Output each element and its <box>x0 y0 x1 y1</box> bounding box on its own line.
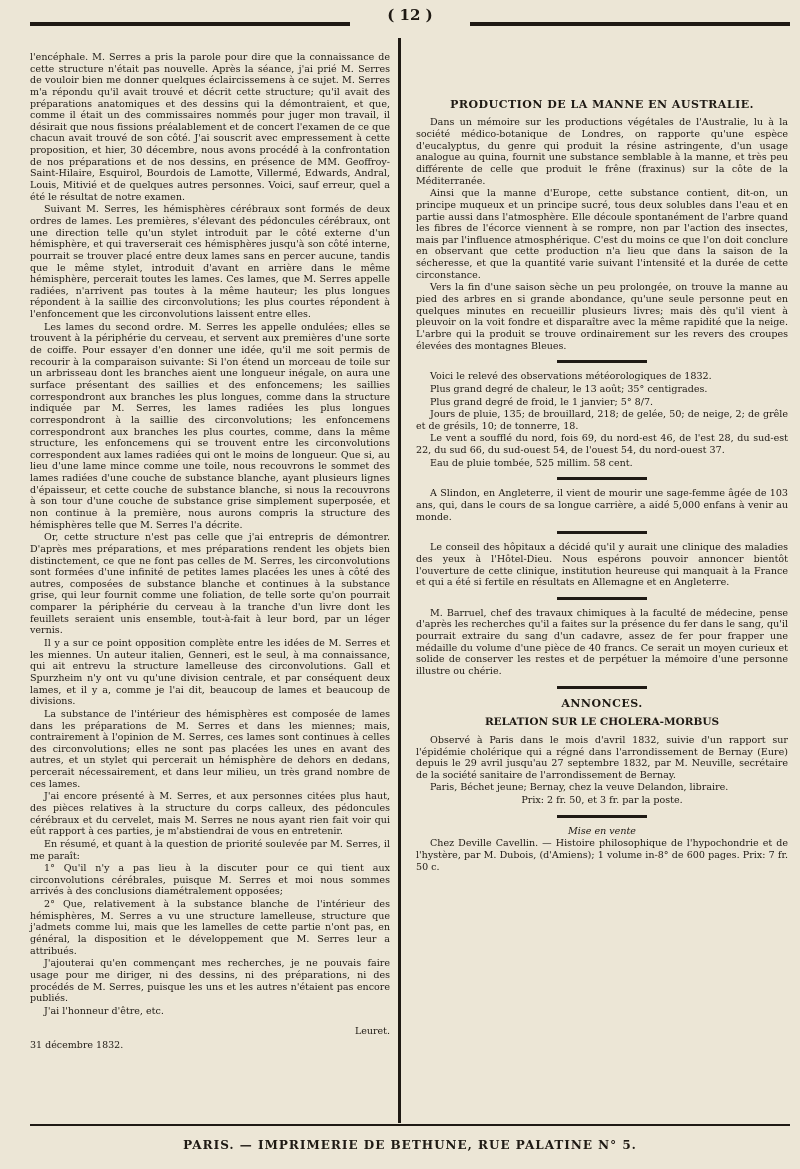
barruel-notice: M. Barruel, chef des travaux chimiques à la faculté de médecine, pense d'après les recherches qu'il a faites sur la présence du fer dans le sang, qu'il pourrait extraire du sang d'un cadavre, assez de fer pour frapper une médaille du volume d'une pièce de 40 francs. Ce serait un moyen curieux et solide de conserver les restes et de perpétuer la mémoire d'une personne illustre ou chérie. <box>416 607 788 678</box>
paragraph: l'encéphale. M. Serres a pris la parole pour dire que la connaissance de cette structure n'était pas nouvelle. Après la séance, j'ai prié M. Serres de vouloir bien me donner quelques éclaircissemens à ce sujet. M. Serres m'a répondu qu'il avait trouvé et décrit cette structure; qu'il avait des préparations anatomiques et des dessins qui la démontraient, et que, comme il était un des commissaires nommés pour juger mon travail, il désirait que nous fissions préalablement et de concert l'examen de ce que chacun avait trouvé de son côté. J'ai souscrit avec empressement à cette proposition, et hier, 30 décembre, nous avons procédé à la confrontation de nos préparations et de nos dessins, en présence de MM. Geoffroy-Saint-Hilaire, Esquirol, Bourdois de Lamotte, Villermé, Edwards, Andral, Louis, Mitivié et de quelques autres personnes. Voici, sauf erreur, quel a été le résultat de notre examen. <box>30 52 390 203</box>
paragraph: En résumé, et quant à la question de priorité soulevée par M. Serres, il me paraît: <box>30 838 390 862</box>
paragraph: Les lames du second ordre. M. Serres les appelle ondulées; elles se trouvent à la périphérie du cerveau, et servent aux premières d'une sorte de coiffe. Pour essayer d'en donner une idée, qu'il me soit permis de recourir à la comparaison suivante: Si l'on étend un morceau de toile sur un arbrisseau dont les branches aient une longueur inégale, on aura une surface présentant des saillies et des enfoncemens; les saillies correspondront aux branches les plus longues, comme dans la structure indiquée par M. Serres, les lames radiées les plus longues correspondront à la saillie des circonvolutions; les enfoncemens correspondront aux branches les plus courtes, comme, dans la même structure, les enfoncemens qui se trouvent entre les circonvolutions correspondent aux lames radiées qui ont le moins de longueur. Que si, au lieu d'une lame mince comme une toile, nous recouvrons le sommet des lames radiées d'une couche de substance blanche, ayant plusieurs lignes d'épaisseur, et cette couche de substance blanche, si nous la recouvrons à son tour d'une couche de substance grise simplement superposée, et non continue à la première, nous aurons compris la structure des hémisphères telle que M. Serres l'a décrite. <box>30 321 390 531</box>
paragraph: 2° Que, relativement à la substance blanche de l'intérieur des hémisphères, M. Serres a vu une structure lamelleuse, structure que j'admets comme lui, mais que les lamelles de cette partie n'ont pas, en général, la disposition et le développement que M. Serres leur a attribués. <box>30 899 390 957</box>
column-divider <box>398 38 401 1123</box>
page-number: ( 12 ) <box>387 6 433 24</box>
separator <box>557 360 647 363</box>
paragraph: Ainsi que la manne d'Europe, cette substance contient, dit-on, un principe muqueux et un principe sucré, tous deux solubles dans l'eau et en partie aussi dans l'atmosphère. Elle découle spontanément de l'arbre quand les fibres de l'écorce viennent à se rompre, non par l'action des insectes, mais par l'influence atmosphérique. C'est du moins ce que l'on doit conclure en observant que cette production n'a lieu que dans la saison de la sécheresse, et que la quantité varie suivant l'intensité et la durée de cette circonstance. <box>416 188 788 281</box>
paragraph: J'ai l'honneur d'être, etc. <box>44 1005 164 1017</box>
weather-line: Plus grand degré de chaleur, le 13 août; 35° centigrades. <box>430 383 708 395</box>
separator <box>557 686 647 689</box>
page-footer <box>30 1124 790 1164</box>
relation-price: Prix: 2 fr. 50, et 3 fr. par la poste. <box>521 795 683 807</box>
paragraph: Il y a sur ce point opposition complète entre les idées de M. Serres et les miennes. Un auteur italien, Genneri, est le seul, à ma connaissance, qui ait entrevu la structure lamelleuse des circonvolutions. Gall et Spurzheim n'y ont vu qu'une division centrale, et par conséquent deux lames, et il y a, comme je l'ai dit, beaucoup de lames et beaucoup de divisions. <box>30 638 390 708</box>
weather-line: Le vent a soufflé du nord, fois 69, du nord-est 46, de l'est 28, du sud-est 22, du sud 66, du sud-ouest 54, de l'ouest 54, du nord-ouest 37. <box>416 433 788 457</box>
paragraph: Dans un mémoire sur les productions végétales de l'Australie, lu à la société médico-botanique de Londres, on rapporte qu'une espèce d'eucalyptus, du genre qui produit la résine astringente, d'un usage analogue au quina, fournit une substance semblable à la manne, et très peu différente de celle que produit le frêne (fraxinus) sur la côte de la Méditerranée. <box>416 117 788 187</box>
hopitaux-notice: Le conseil des hôpitaux a décidé qu'il y aurait une clinique des maladies des yeux à l'Hôtel-Dieu. Nous espérons pouvoir annoncer bientôt l'ouverture de cette clinique, institution heureuse qui manquait à la France et qui a été si fertile en résultats en Allemagne et en Angleterre. <box>416 542 788 589</box>
paragraph: J'ai encore présenté à M. Serres, et aux personnes citées plus haut, des pièces relatives à la structure du corps calleux, des pédoncules cérébraux et du cervelet, mais M. Serres ne nous ayant rien fait voir qui eût rapport à ces parties, je m'abstiendrai de vous en entretenir. <box>30 791 390 838</box>
manna-title: PRODUCTION DE LA MANNE EN AUSTRALIE. <box>450 98 754 111</box>
paragraph: Suivant M. Serres, les hémisphères cérébraux sont formés de deux ordres de lames. Les premières, s'élevant des pédoncules cérébraux, ont une direction telle qu'un stylet introduit par le côté externe d'un hémisphère, et qui traverserait ces hémisphères jusqu'à son côté interne, pourrait se trouver placé entre deux lames sans en percer aucune, tandis que le même stylet, introduit d'avant en arrière dans le même hémisphère, percerait toutes les lames. Ces lames, que M. Serres appelle radiées, n'arrivent pas toutes à la même hauteur; les plus longues répondent à la saillie des circonvolutions; les plus courtes répondent à l'enfoncement que les circonvolutions laissent entre elles. <box>30 204 390 321</box>
weather-line: Eau de pluie tombée, 525 millim. 58 cent. <box>430 457 633 469</box>
separator <box>557 815 647 818</box>
paragraph: 1° Qu'il n'y a pas lieu à la discuter pour ce qui tient aux circonvolutions cérébrales, puisque M. Serres et moi nous sommes arrivés à des conclusions diamétralement opposées; <box>30 863 390 898</box>
mise-en-vente: Mise en vente <box>568 825 636 837</box>
letter-date: 31 décembre 1832. <box>30 1040 124 1052</box>
relation-text: Observé à Paris dans le mois d'avril 1832, suivie d'un rapport sur l'épidémie cholérique qui a régné dans l'arrondissement de Bernay (Eure) depuis le 29 avril jusqu'au 27 septembre 1832, par M. Neuville, secrétaire de la société sanitaire de l'arrondissement de Bernay. <box>416 734 788 781</box>
separator <box>557 597 647 600</box>
separator <box>557 531 647 534</box>
separator <box>557 477 647 480</box>
left-column <box>30 52 390 1052</box>
deville-text: Chez Deville Cavellin. — Histoire philosophique de l'hypochondrie et de l'hystère, par M. Dubois, (d'Amiens); 1 volume in-8° de 600 pages. Prix: 7 fr. 50 c. <box>416 838 788 873</box>
paragraph: Or, cette structure n'est pas celle que j'ai entrepris de démontrer. D'après mes préparations, et mes préparations rendent les objets bien distinctement, ce que ne font pas celles de M. Serres, les circonvolutions sont formées d'une infinité de petites lames placées les unes à côté des autres, composées de substance blanche et continues à la substance grise, qui leur fournit comme une foliation, de telle sorte qu'on pourrait comparer la périphérie du cerveau à la tranche d'un livre dont les feuillets seraient unis ensemble, tout-à-fait à leur bord, par un léger vernis. <box>30 532 390 637</box>
relation-title: RELATION SUR LE CHOLERA-MORBUS <box>484 716 720 729</box>
signature: Leuret. <box>354 1025 390 1037</box>
paragraph: La substance de l'intérieur des hémisphères est composée de lames dans les préparations de M. Serres et dans les miennes; mais, contrairement à l'opinion de M. Serres, ces lames sont continues à celles des circonvolutions; elles ne sont pas placées les unes en avant des autres, et un stylet qui percerait un hémisphère de dehors en dedans, percerait nécessairement, et dans leur milieu, un très grand nombre de ces lames. <box>30 708 390 790</box>
relation-publisher: Paris, Béchet jeune; Bernay, chez la veuve Delandon, libraire. <box>430 782 729 794</box>
footer-rule <box>30 1124 790 1126</box>
printer-imprint: PARIS. — IMPRIMERIE DE BETHUNE, RUE PALATINE N° 5. <box>183 1138 637 1152</box>
paragraph: J'ajouterai qu'en commençant mes recherches, je ne pouvais faire usage pour me diriger, ni des dessins, ni des préparations, ni des procédés de M. Serres, puisque les uns et les autres n'étaient pas encore publiés. <box>30 958 390 1005</box>
weather-line: Plus grand degré de froid, le 1 janvier; 5° 8/7. <box>430 396 654 408</box>
page-header <box>30 6 790 32</box>
weather-line: Jours de pluie, 135; de brouillard, 218; de gelée, 50; de neige, 2; de grêle et de grésils, 10; de tonnerre, 18. <box>416 409 788 432</box>
weather-line: Voici le relevé des observations météorologiques de 1832. <box>430 371 712 383</box>
right-column <box>416 92 788 874</box>
annonces-title: ANNONCES. <box>561 696 643 710</box>
slindon-notice: A Slindon, en Angleterre, il vient de mourir une sage-femme âgée de 103 ans, qui, dans le cours de sa longue carrière, a aidé 5,000 enfans à venir au monde. <box>416 488 788 523</box>
paragraph: Vers la fin d'une saison sèche un peu prolongée, on trouve la manne au pied des arbres en si grande abondance, qu'une seule personne peut en quelques minutes en recueillir plusieurs livres; mais dès qu'il vient à pleuvoir on la voit fondre et disparaître avec la même rapidité que la neige. L'arbre qui la produit se trouve ordinairement sur les revers des croupes élevées des montagnes Bleues. <box>416 282 788 352</box>
